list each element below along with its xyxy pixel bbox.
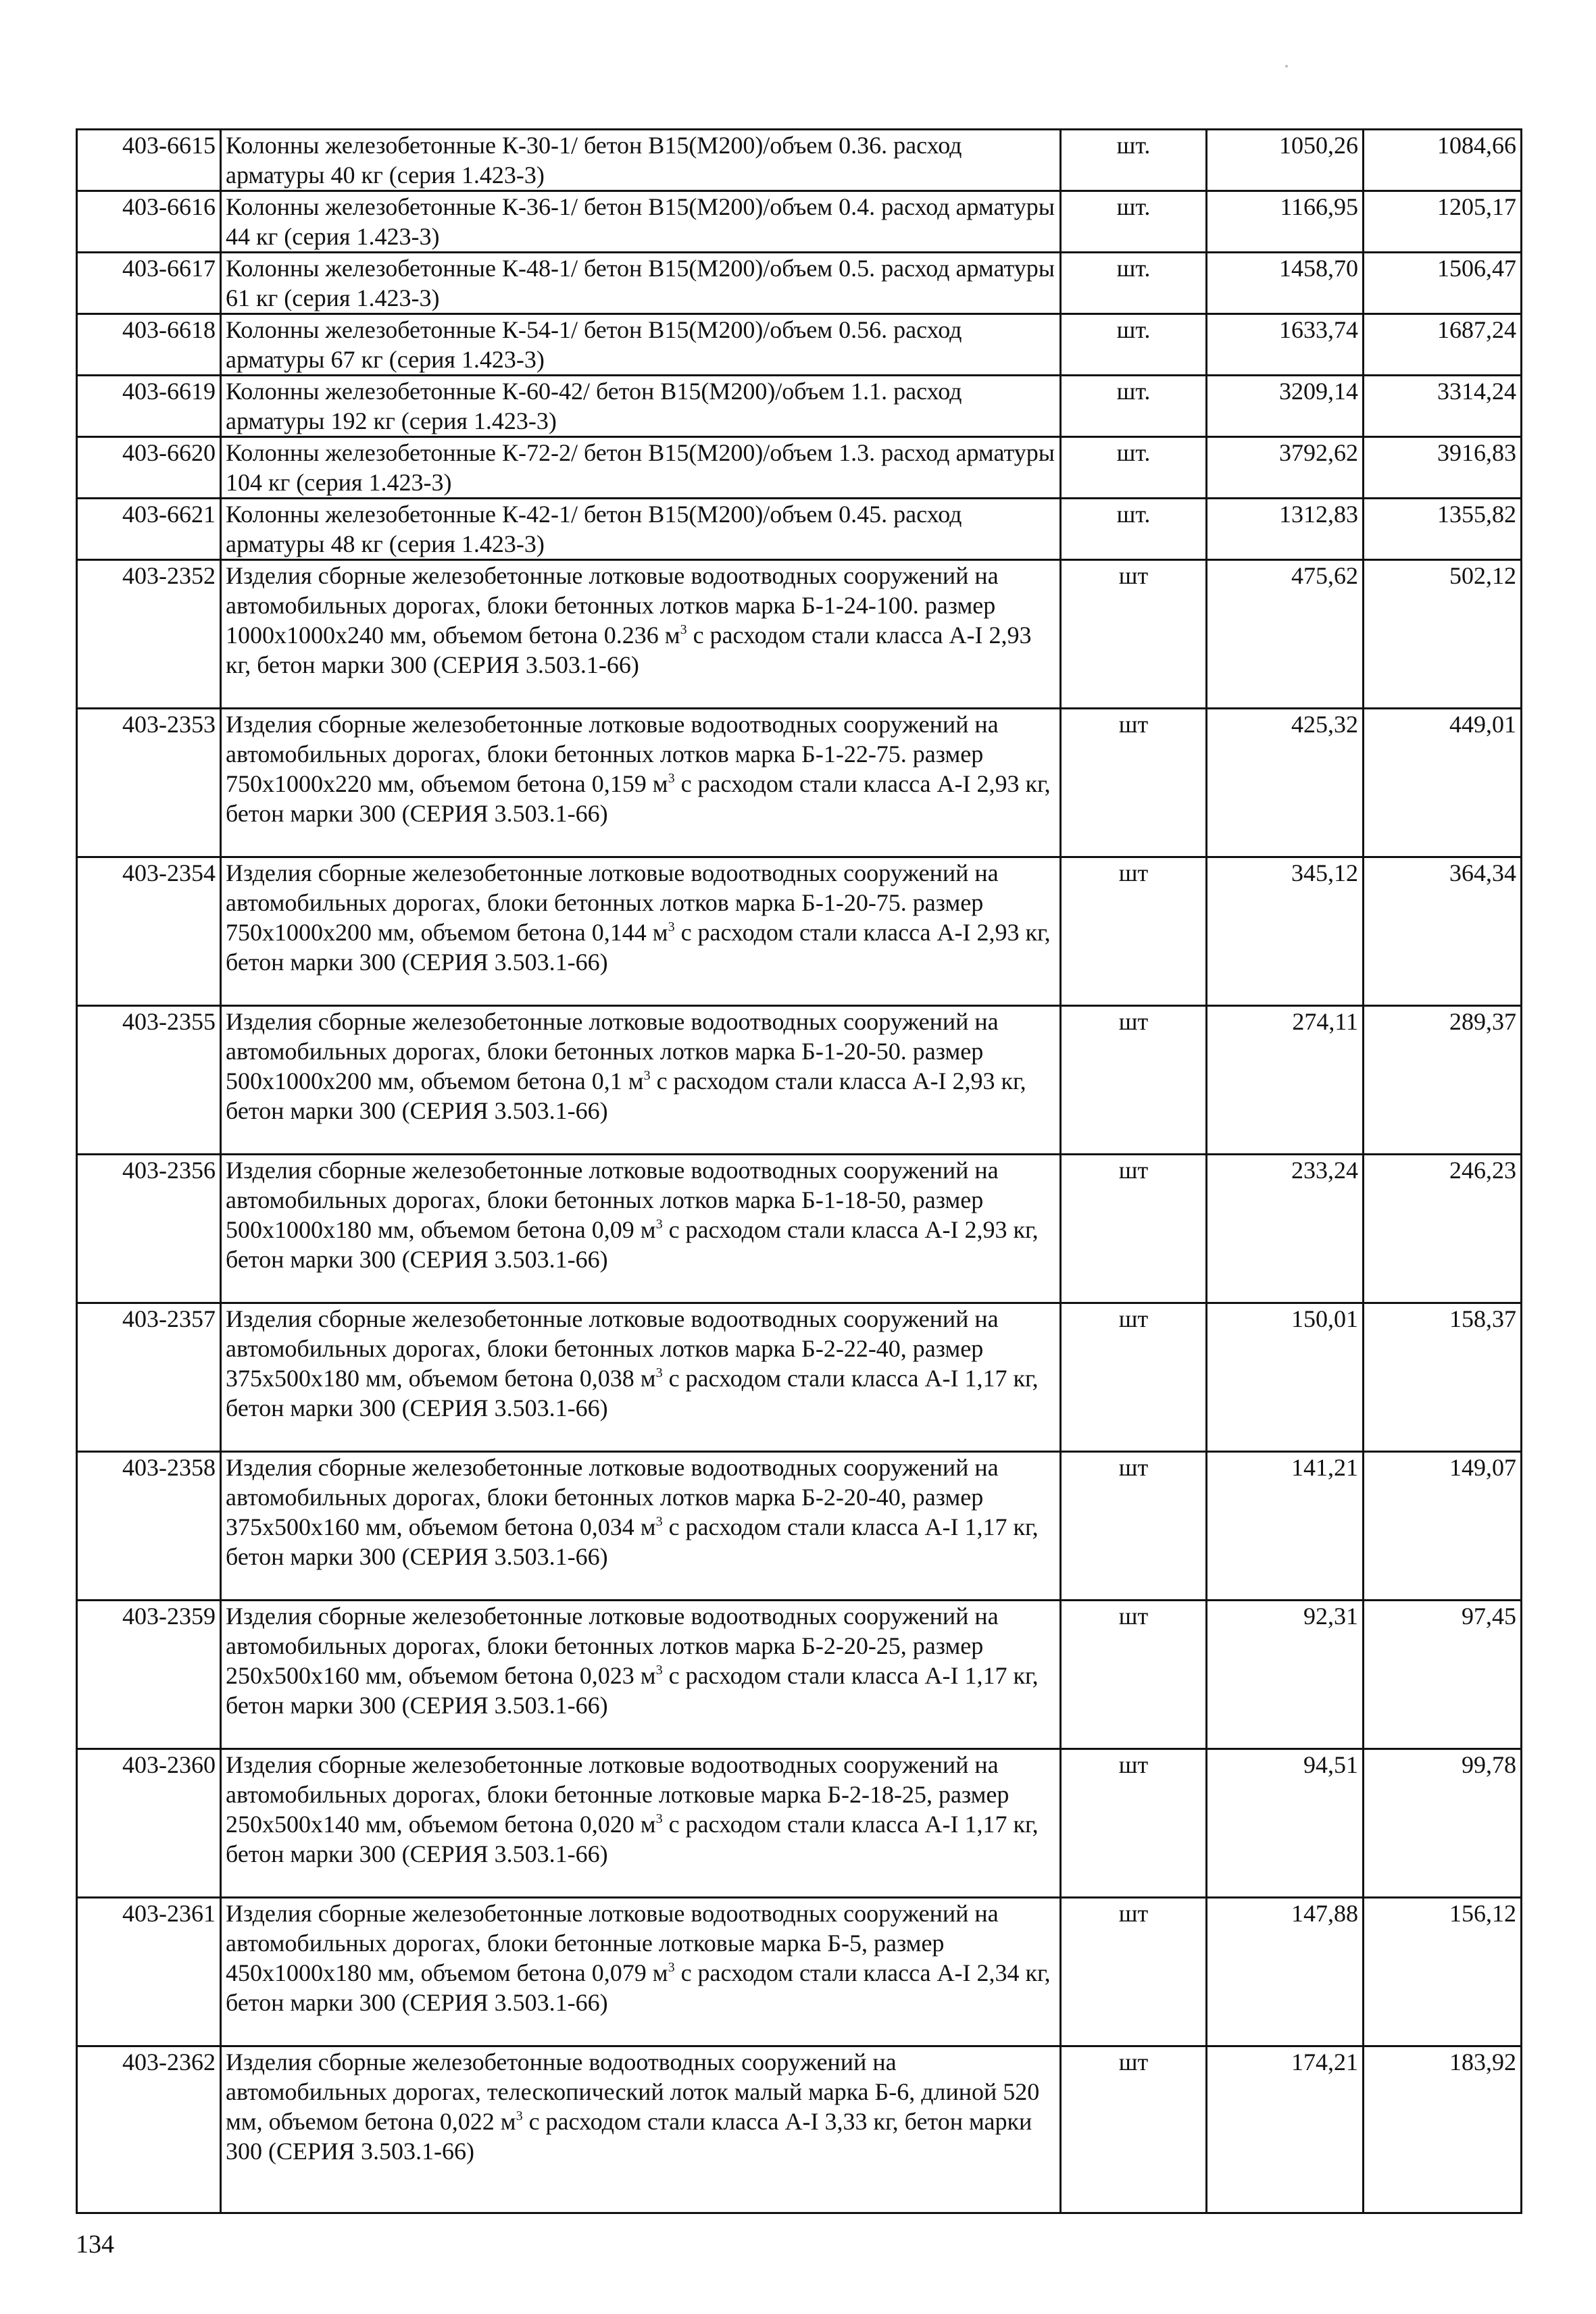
- item-price-1: 141,21: [1207, 1452, 1364, 1601]
- item-code: 403-2358: [77, 1452, 221, 1601]
- item-price-2: 97,45: [1364, 1601, 1522, 1749]
- item-description: [221, 857, 1061, 1006]
- unit-superscript: 3: [668, 1960, 675, 1975]
- table-row: [77, 437, 1522, 499]
- item-unit: шт.: [1061, 314, 1207, 376]
- item-price-2: 449,01: [1364, 709, 1522, 857]
- item-description: [221, 709, 1061, 857]
- price-table: [76, 128, 1522, 2214]
- item-description: Колонны железобетонные К-72-2/ бетон В15(М200)/объем 1.3. расход арматуры 104 кг (серия 1.423-3): [221, 437, 1061, 499]
- table-row: [77, 1006, 1522, 1155]
- item-code: 403-6616: [77, 191, 221, 253]
- price-table-container: [76, 128, 1520, 2214]
- item-price-1: 345,12: [1207, 857, 1364, 1006]
- description-text-cont: с расходом стали класса А-I 2,93 кг, бетон марки 300 (СЕРИЯ 3.503.1-66): [226, 1216, 1039, 1273]
- description-text-cont: с расходом стали класса А-I 2,93 кг, бетон марки 300 (СЕРИЯ 3.503.1-66): [226, 1067, 1026, 1124]
- table-row: [77, 130, 1522, 191]
- description-text-cont: с расходом стали класса А-I 2,93 кг, бетон марки 300 (СЕРИЯ 3.503.1-66): [226, 919, 1051, 976]
- item-code: 403-6618: [77, 314, 221, 376]
- item-unit: шт: [1061, 1898, 1207, 2046]
- item-unit: шт: [1061, 1452, 1207, 1601]
- item-code: 403-2353: [77, 709, 221, 857]
- item-unit: шт: [1061, 857, 1207, 1006]
- item-description: Колонны железобетонные К-36-1/ бетон В15(М200)/объем 0.4. расход арматуры 44 кг (серия 1.423-3): [221, 191, 1061, 253]
- unit-superscript: 3: [655, 1663, 663, 1678]
- description-text: Изделия сборные железобетонные лотковые водоотводных сооружений на автомобильных дорогах, блоки бетонные лотковые марка Б-5, размер 450x1000x180 мм, объемом бетона 0,079 м: [226, 1900, 999, 1986]
- item-description: Колонны железобетонные К-42-1/ бетон В15(М200)/объем 0.45. расход арматуры 48 кг (серия 1.423-3): [221, 499, 1061, 560]
- item-code: 403-6620: [77, 437, 221, 499]
- item-code: 403-2360: [77, 1749, 221, 1898]
- item-price-2: 149,07: [1364, 1452, 1522, 1601]
- description-text: Изделия сборные железобетонные лотковые водоотводных сооружений на автомобильных дорогах, блоки бетонных лотков марка Б-2-20-40, размер 375x500x160 мм, объемом бетона 0,034 м: [226, 1454, 999, 1540]
- description-text: Изделия сборные железобетонные лотковые водоотводных сооружений на автомобильных дорогах, блоки бетонных лотков марка Б-2-22-40, размер 375x500x180 мм, объемом бетона 0,038 м: [226, 1305, 999, 1392]
- item-description: Колонны железобетонные К-30-1/ бетон В15(М200)/объем 0.36. расход арматуры 40 кг (серия 1.423-3): [221, 130, 1061, 191]
- description-text-cont: с расходом стали класса А-I 3,33 кг, бетон марки 300 (СЕРИЯ 3.503.1-66): [226, 2108, 1032, 2165]
- table-row: [77, 1749, 1522, 1898]
- item-price-1: 92,31: [1207, 1601, 1364, 1749]
- item-price-2: 3314,24: [1364, 376, 1522, 437]
- table-row: [77, 857, 1522, 1006]
- unit-superscript: 3: [643, 1068, 651, 1083]
- item-price-1: 1166,95: [1207, 191, 1364, 253]
- item-description: Колонны железобетонные К-54-1/ бетон В15(М200)/объем 0.56. расход арматуры 67 кг (серия 1.423-3): [221, 314, 1061, 376]
- item-code: 403-6621: [77, 499, 221, 560]
- description-text-cont: с расходом стали класса А-I 1,17 кг, бетон марки 300 (СЕРИЯ 3.503.1-66): [226, 1365, 1039, 1422]
- item-unit: шт: [1061, 1303, 1207, 1452]
- table-row: [77, 499, 1522, 560]
- item-price-1: 1633,74: [1207, 314, 1364, 376]
- scan-speck: [1285, 65, 1288, 68]
- item-unit: шт: [1061, 1601, 1207, 1749]
- table-row: [77, 560, 1522, 709]
- table-row: [77, 376, 1522, 437]
- item-description: [221, 1749, 1061, 1898]
- item-unit: шт: [1061, 1155, 1207, 1303]
- description-text: Изделия сборные железобетонные лотковые водоотводных сооружений на автомобильных дорогах, блоки бетонных лотков марка Б-1-20-50. размер 500x1000x200 мм, объемом бетона 0,1 м: [226, 1008, 999, 1095]
- item-unit: шт: [1061, 1006, 1207, 1155]
- item-price-2: 183,92: [1364, 2046, 1522, 2213]
- item-code: 403-2357: [77, 1303, 221, 1452]
- description-text-cont: с расходом стали класса А-I 1,17 кг, бетон марки 300 (СЕРИЯ 3.503.1-66): [226, 1513, 1039, 1570]
- item-code: 403-2361: [77, 1898, 221, 2046]
- table-row: [77, 1898, 1522, 2046]
- item-unit: шт.: [1061, 499, 1207, 560]
- unit-superscript: 3: [655, 1811, 663, 1826]
- item-price-2: 364,34: [1364, 857, 1522, 1006]
- item-unit: шт: [1061, 1749, 1207, 1898]
- item-unit: шт.: [1061, 130, 1207, 191]
- unit-superscript: 3: [680, 622, 687, 637]
- item-price-1: 3209,14: [1207, 376, 1364, 437]
- item-price-1: 475,62: [1207, 560, 1364, 709]
- table-row: [77, 1601, 1522, 1749]
- item-description: [221, 2046, 1061, 2213]
- item-description: Колонны железобетонные К-48-1/ бетон В15(М200)/объем 0.5. расход арматуры 61 кг (серия 1.423-3): [221, 253, 1061, 314]
- item-price-2: 1506,47: [1364, 253, 1522, 314]
- item-unit: шт.: [1061, 437, 1207, 499]
- table-row: [77, 1452, 1522, 1601]
- item-price-1: 147,88: [1207, 1898, 1364, 2046]
- table-row: [77, 2046, 1522, 2213]
- description-text-cont: с расходом стали класса А-I 1,17 кг, бетон марки 300 (СЕРИЯ 3.503.1-66): [226, 1811, 1039, 1867]
- item-description: [221, 1601, 1061, 1749]
- item-price-1: 94,51: [1207, 1749, 1364, 1898]
- item-price-1: 1458,70: [1207, 253, 1364, 314]
- unit-superscript: 3: [655, 1365, 663, 1380]
- description-text: Изделия сборные железобетонные лотковые водоотводных сооружений на автомобильных дорогах, блоки бетонных лотков марка Б-1-18-50, размер 500x1000x180 мм, объемом бетона 0,09 м: [226, 1157, 999, 1243]
- item-description: [221, 560, 1061, 709]
- item-unit: шт.: [1061, 376, 1207, 437]
- item-code: 403-2359: [77, 1601, 221, 1749]
- item-description: [221, 1155, 1061, 1303]
- description-text: Изделия сборные железобетонные лотковые водоотводных сооружений на автомобильных дорогах, блоки бетонных лотков марка Б-1-22-75. размер 750x1000x220 мм, объемом бетона 0,159 м: [226, 711, 999, 797]
- unit-superscript: 3: [655, 1514, 663, 1529]
- item-price-1: 150,01: [1207, 1303, 1364, 1452]
- table-row: [77, 191, 1522, 253]
- item-description: [221, 1303, 1061, 1452]
- item-code: 403-2362: [77, 2046, 221, 2213]
- item-description: [221, 1452, 1061, 1601]
- item-price-1: 274,11: [1207, 1006, 1364, 1155]
- item-code: 403-2354: [77, 857, 221, 1006]
- item-unit: шт: [1061, 2046, 1207, 2213]
- item-price-2: 1355,82: [1364, 499, 1522, 560]
- price-table-body: [77, 130, 1522, 2213]
- item-price-1: 174,21: [1207, 2046, 1364, 2213]
- item-description: Колонны железобетонные К-60-42/ бетон В15(М200)/объем 1.1. расход арматуры 192 кг (серия 1.423-3): [221, 376, 1061, 437]
- table-row: [77, 253, 1522, 314]
- item-price-2: 99,78: [1364, 1749, 1522, 1898]
- item-code: 403-2355: [77, 1006, 221, 1155]
- unit-superscript: 3: [655, 1217, 663, 1232]
- item-code: 403-6619: [77, 376, 221, 437]
- item-price-1: 233,24: [1207, 1155, 1364, 1303]
- unit-superscript: 3: [668, 771, 675, 786]
- table-row: [77, 709, 1522, 857]
- item-code: 403-6617: [77, 253, 221, 314]
- item-code: 403-6615: [77, 130, 221, 191]
- description-text-cont: с расходом стали класса А-I 2,34 кг, бетон марки 300 (СЕРИЯ 3.503.1-66): [226, 1959, 1051, 2016]
- item-price-1: 3792,62: [1207, 437, 1364, 499]
- description-text-cont: с расходом стали класса А-I 1,17 кг, бетон марки 300 (СЕРИЯ 3.503.1-66): [226, 1662, 1039, 1719]
- item-code: 403-2356: [77, 1155, 221, 1303]
- item-unit: шт: [1061, 560, 1207, 709]
- description-text-cont: с расходом стали класса А-I 2,93 кг, бетон марки 300 (СЕРИЯ 3.503.1-66): [226, 622, 1032, 678]
- item-unit: шт.: [1061, 191, 1207, 253]
- table-row: [77, 1155, 1522, 1303]
- page-number: 134: [76, 2230, 114, 2259]
- item-price-1: 1050,26: [1207, 130, 1364, 191]
- table-row: [77, 1303, 1522, 1452]
- item-unit: шт.: [1061, 253, 1207, 314]
- item-price-2: 3916,83: [1364, 437, 1522, 499]
- item-price-2: 502,12: [1364, 560, 1522, 709]
- item-price-2: 156,12: [1364, 1898, 1522, 2046]
- unit-superscript: 3: [516, 2109, 523, 2123]
- item-price-1: 1312,83: [1207, 499, 1364, 560]
- item-price-2: 158,37: [1364, 1303, 1522, 1452]
- item-code: 403-2352: [77, 560, 221, 709]
- description-text: Изделия сборные железобетонные лотковые водоотводных сооружений на автомобильных дорогах, блоки бетонных лотков марка Б-2-20-25, размер 250x500x160 мм, объемом бетона 0,023 м: [226, 1603, 999, 1689]
- item-price-2: 1687,24: [1364, 314, 1522, 376]
- item-price-1: 425,32: [1207, 709, 1364, 857]
- item-unit: шт: [1061, 709, 1207, 857]
- table-row: [77, 314, 1522, 376]
- description-text-cont: с расходом стали класса А-I 2,93 кг, бетон марки 300 (СЕРИЯ 3.503.1-66): [226, 770, 1051, 827]
- item-price-2: 289,37: [1364, 1006, 1522, 1155]
- item-description: [221, 1006, 1061, 1155]
- description-text: Изделия сборные железобетонные лотковые водоотводных сооружений на автомобильных дорогах, блоки бетонных лотков марка Б-1-20-75. размер 750x1000x200 мм, объемом бетона 0,144 м: [226, 859, 999, 946]
- description-text: Изделия сборные железобетонные лотковые водоотводных сооружений на автомобильных дорогах, блоки бетонных лотков марка Б-1-24-100. размер 1000x1000x240 мм, объемом бетона 0.236 м: [226, 562, 999, 649]
- description-text: Изделия сборные железобетонные водоотводных сооружений на автомобильных дорогах, телескопический лоток малый марка Б-6, длиной 520 мм, объемом бетона 0,022 м: [226, 2048, 1040, 2135]
- unit-superscript: 3: [668, 920, 675, 934]
- item-price-2: 1084,66: [1364, 130, 1522, 191]
- item-description: [221, 1898, 1061, 2046]
- item-price-2: 246,23: [1364, 1155, 1522, 1303]
- description-text: Изделия сборные железобетонные лотковые водоотводных сооружений на автомобильных дорогах, блоки бетонные лотковые марка Б-2-18-25, размер 250x500x140 мм, объемом бетона 0,020 м: [226, 1751, 1009, 1838]
- item-price-2: 1205,17: [1364, 191, 1522, 253]
